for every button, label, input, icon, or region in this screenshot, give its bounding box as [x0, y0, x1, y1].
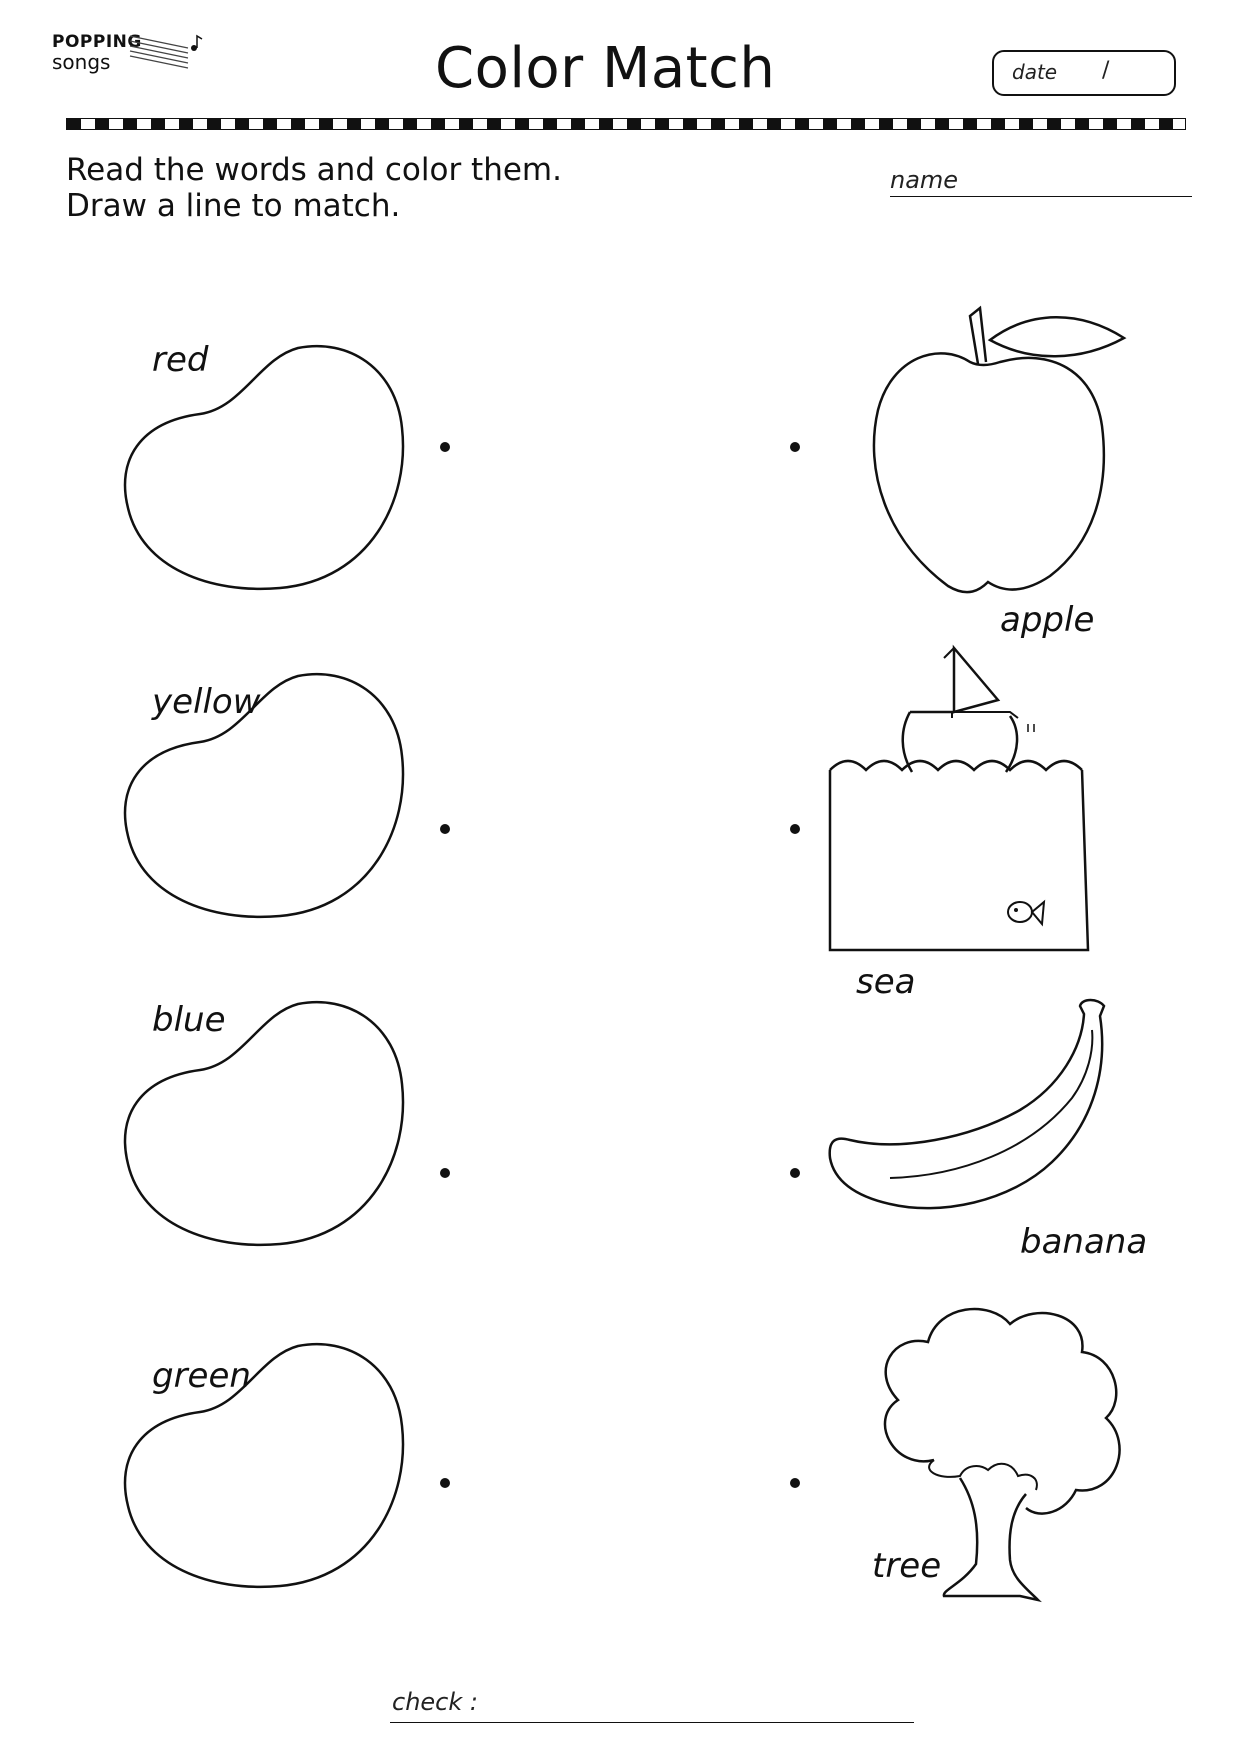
- match-dot-right-apple[interactable]: [790, 442, 800, 452]
- instruction-line-2: Draw a line to match.: [66, 188, 401, 224]
- color-word-green: green: [152, 1356, 251, 1396]
- match-dot-left-yellow[interactable]: [440, 824, 450, 834]
- logo-text-bottom: songs: [52, 50, 111, 74]
- match-dot-left-blue[interactable]: [440, 1168, 450, 1178]
- bean-shape-green[interactable]: [120, 1338, 410, 1598]
- match-dot-left-green[interactable]: [440, 1478, 450, 1488]
- banana-icon[interactable]: [820, 990, 1120, 1230]
- apple-icon[interactable]: [830, 300, 1130, 600]
- match-dot-right-sea[interactable]: [790, 824, 800, 834]
- date-separator: /: [1102, 58, 1110, 83]
- instruction-line-1: Read the words and color them.: [66, 152, 562, 188]
- sea-icon[interactable]: [820, 640, 1100, 960]
- match-dot-left-red[interactable]: [440, 442, 450, 452]
- color-word-blue: blue: [152, 1000, 226, 1040]
- date-label: date: [1012, 60, 1058, 84]
- logo-text-top: POPPING: [52, 32, 142, 52]
- object-word-banana: banana: [1020, 1222, 1148, 1262]
- name-line[interactable]: [890, 196, 1192, 197]
- bean-shape-yellow[interactable]: [120, 668, 410, 928]
- match-dot-right-tree[interactable]: [790, 1478, 800, 1488]
- check-line[interactable]: [390, 1722, 914, 1723]
- color-word-yellow: yellow: [152, 682, 261, 722]
- object-word-apple: apple: [1000, 600, 1095, 640]
- object-word-tree: tree: [872, 1546, 942, 1586]
- color-word-red: red: [152, 340, 209, 380]
- page-title: Color Match: [435, 36, 776, 101]
- object-word-sea: sea: [856, 962, 916, 1002]
- name-label: name: [890, 166, 959, 194]
- bean-shape-red[interactable]: [120, 340, 410, 600]
- match-dot-right-banana[interactable]: [790, 1168, 800, 1178]
- bean-shape-blue[interactable]: [120, 996, 410, 1256]
- logo-staff-icon: [128, 34, 208, 74]
- checkered-divider: [66, 118, 1186, 130]
- check-label: check :: [392, 1688, 478, 1716]
